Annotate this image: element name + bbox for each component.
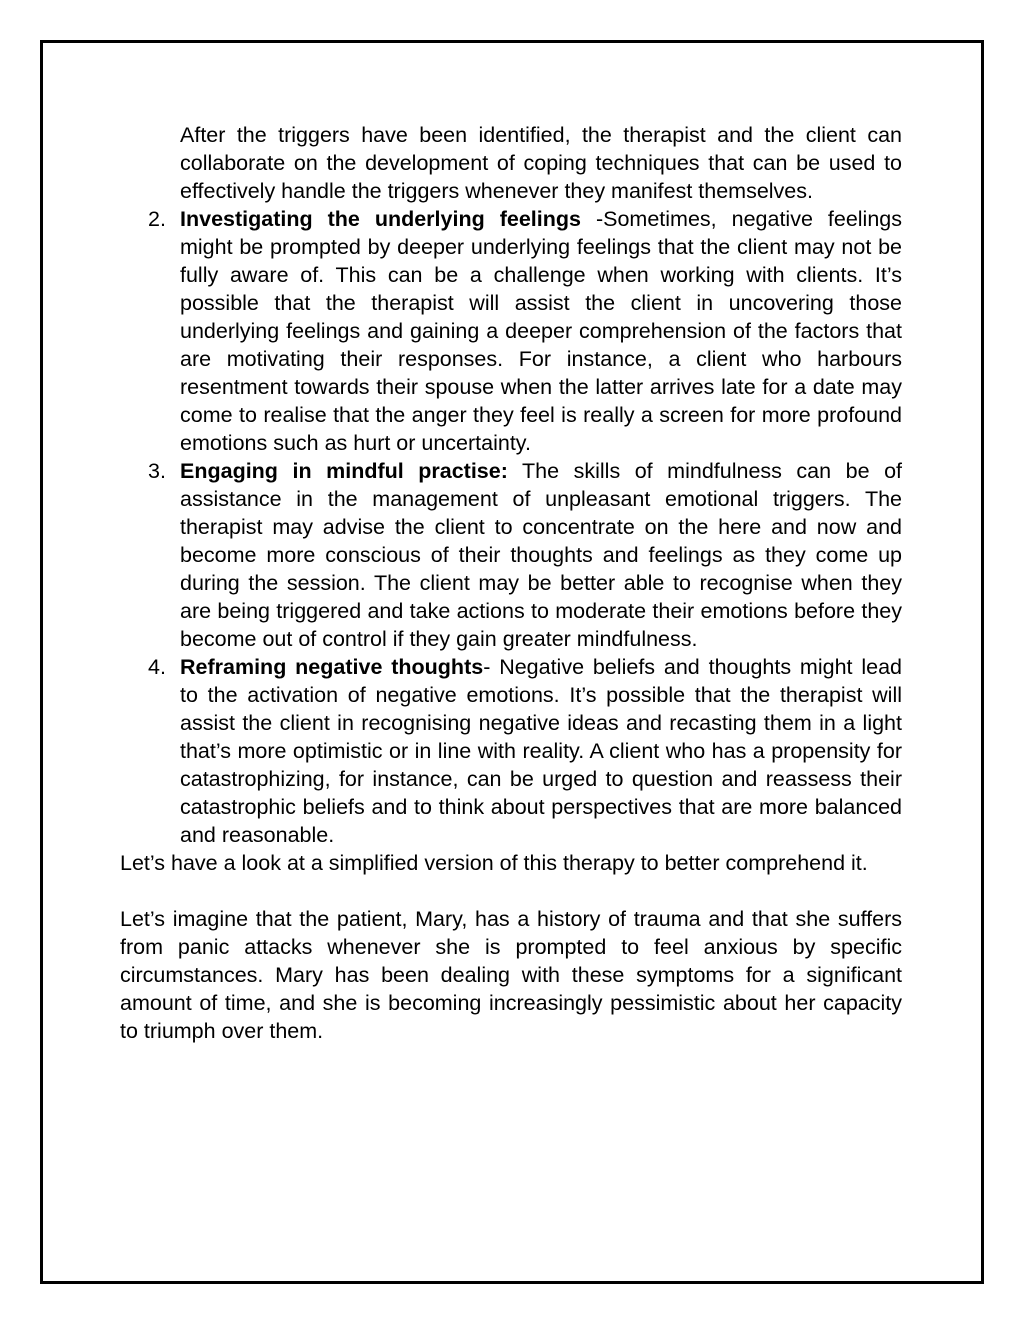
list-number: 2. [148,207,166,231]
list-item-heading: Investigating the underlying feelings [180,207,581,231]
list-item [120,205,902,457]
list-item-text: - Negative beliefs and thoughts might lead to the activation of negative emotions. It’s possible that the therapist will assist the client in recognising negative ideas and recasting them in a light that’s more optimistic or in line with reality. A client who has a propensity for catastrophizing, for instance, can be urged to question and reassess their catastrophic beliefs and to think about perspectives that are more balanced and reasonable. [180,655,902,847]
simplified-version-paragraph: Let’s have a look at a simplified version of this therapy to better comprehend it. [120,851,868,875]
list-item [120,457,902,653]
list-number: 3. [148,459,166,483]
document-body [120,121,902,1045]
mary-example-paragraph: Let’s imagine that the patient, Mary, has a history of trauma and that she suffers from panic attacks whenever she is prompted to feel anxious by specific circumstances. Mary has been dealing with these symptoms for a significant amount of time, and she is becoming increasingly pessimistic about her capacity to triumph over them. [120,907,902,1043]
list-item-heading: Reframing negative thoughts [180,655,484,679]
paragraph-gap [120,877,902,905]
list-number: 4. [148,655,166,679]
list-item-text: The skills of mindfulness can be of assistance in the management of unpleasant emotional triggers. The therapist may advise the client to concentrate on the here and now and become more conscious of their thoughts and feelings as they come up during the session. The client may be better able to recognise when they are being triggered and take actions to moderate their emotions before they become out of control if they gain greater mindfulness. [180,459,903,651]
list-item-heading: Engaging in mindful practise: [180,459,508,483]
list-item-text: -Sometimes, negative feelings might be prompted by deeper underlying feelings that the client may not be fully aware of. This can be a challenge when working with clients. It’s possible that the therapist will assist the client in uncovering those underlying feelings and gaining a deeper comprehension of the factors that are motivating their responses. For instance, a client who harbours resentment towards their spouse when the latter arrives late for a date may come to realise that the anger they feel is really a screen for more profound emotions such as hurt or uncertainty. [180,207,902,455]
intro-paragraph: After the triggers have been identified, the therapist and the client can collaborate on the development of coping techniques that can be used to effectively handle the triggers whenever they manifest themselves. [180,123,902,203]
list-item [120,653,902,849]
